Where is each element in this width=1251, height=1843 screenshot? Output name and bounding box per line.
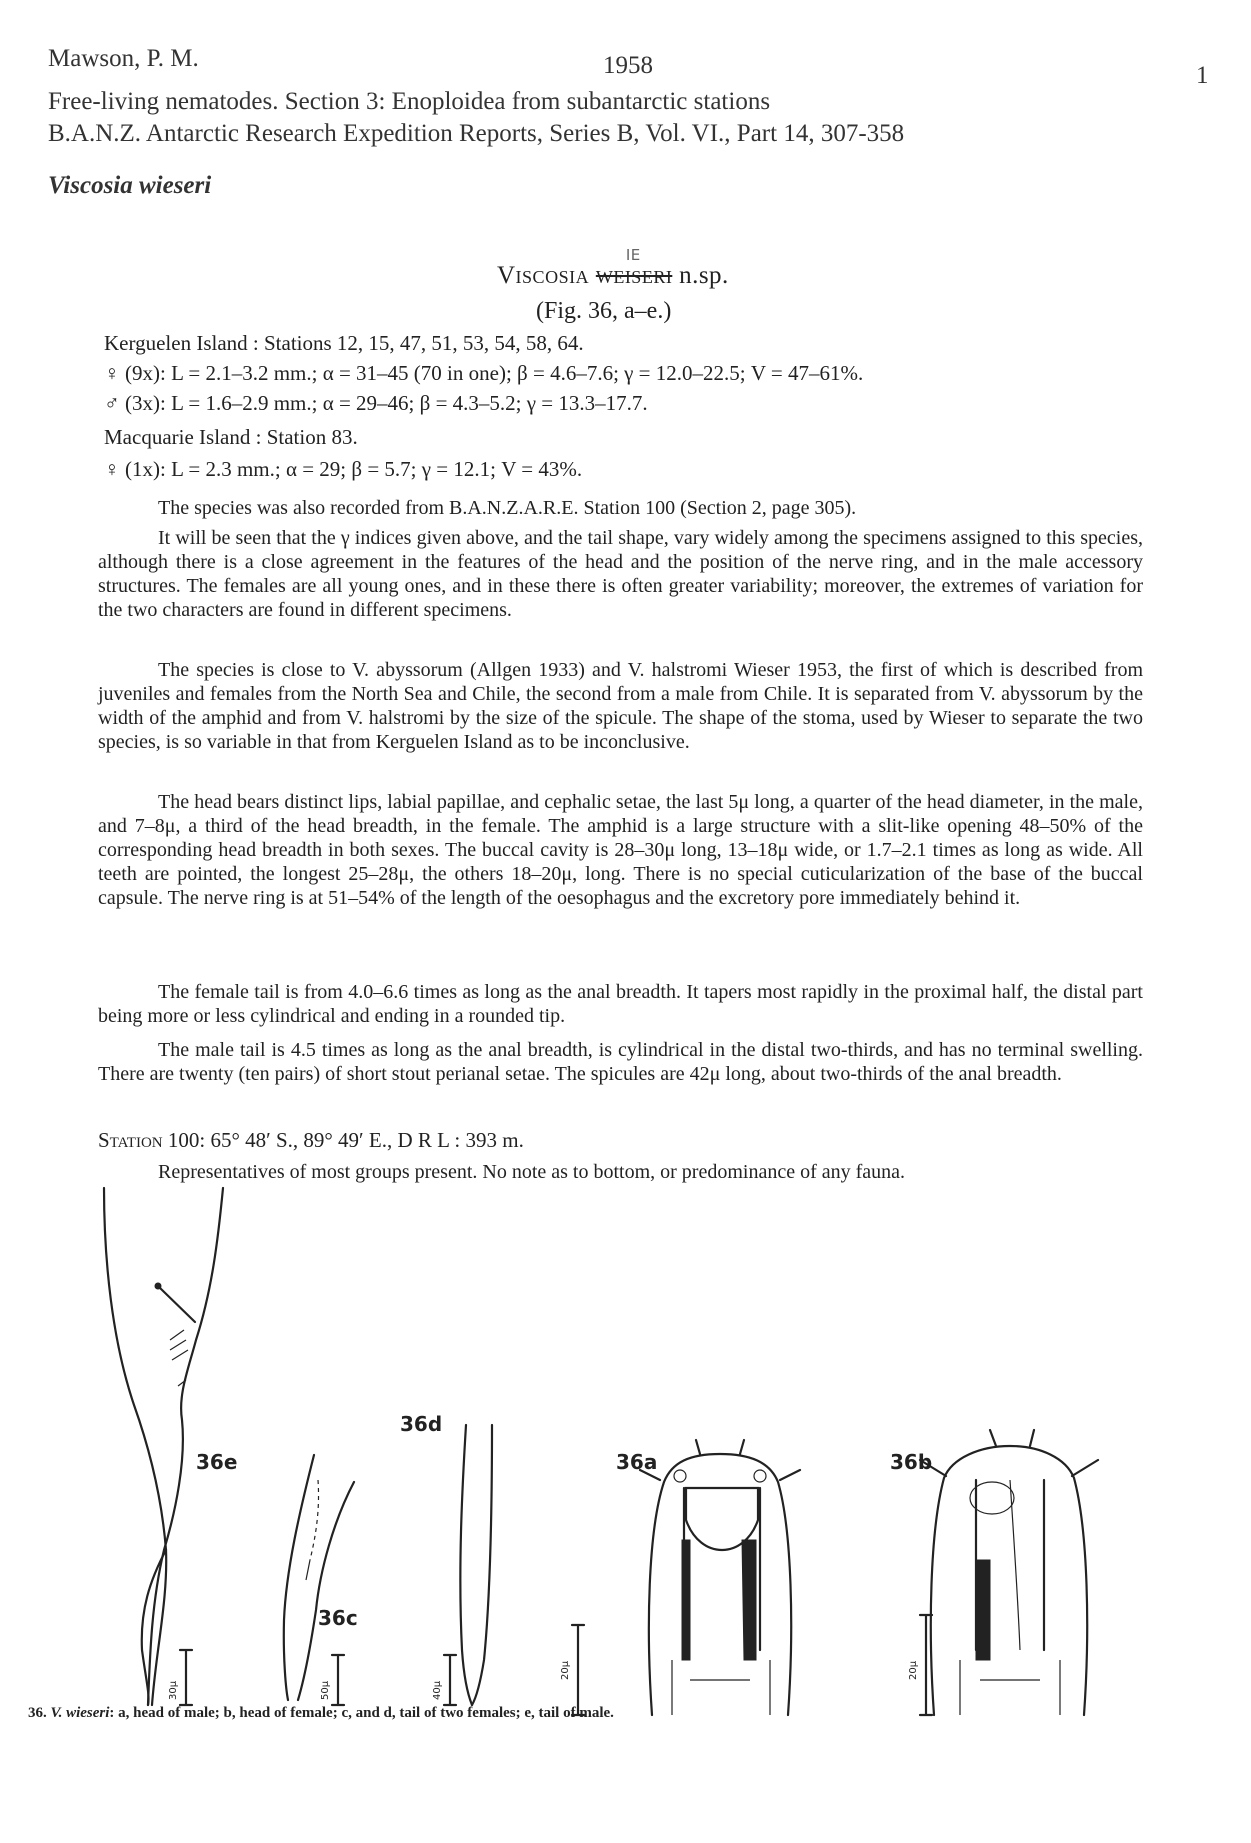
scale-label-36b: 20μ	[908, 1660, 919, 1680]
title-genus: Viscosia	[497, 262, 590, 289]
fig-36e-male-tail	[104, 1188, 223, 1705]
caption-species: V. wieseri	[50, 1705, 110, 1721]
species-header: Viscosia wieseri	[48, 172, 212, 199]
fig-36c-female-tail	[284, 1455, 354, 1700]
figure-reference: (Fig. 36, a–e.)	[536, 298, 672, 324]
fig-label-36d: 36d	[400, 1412, 443, 1436]
scale-label-36d: 40μ	[432, 1680, 443, 1700]
locality-kerguelen: Kerguelen Island : Stations 12, 15, 47, 51, 53, 54, 58, 64.	[104, 331, 584, 355]
title-suffix: n.sp.	[679, 262, 729, 289]
paragraph-2: It will be seen that the γ indices given above, and the tail shape, vary widely among the specimens assigned to this species, although there is a close agreement in the features of the head and the position of the nerve ring, and in the male accessory structures. The females are all young ones, and in these there is often greater variability; moreover, the extremes of variation for the two characters are found in different specimens.	[98, 527, 1143, 621]
fig-36b-female-head	[920, 1430, 1098, 1715]
station-note: Representatives of most groups present. No note as to bottom, or predominance of any fauna.	[158, 1161, 906, 1183]
fig-label-36a: 36a	[616, 1450, 658, 1474]
reference-line-3: B.A.N.Z. Antarctic Research Expedition Reports, Series B, Vol. VI., Part 14, 307-358	[48, 120, 905, 147]
paragraph-4: The head bears distinct lips, labial papillae, and cephalic setae, the last 5μ long, a quarter of the head diameter, in the male, and 7–8μ, a third of the head breadth, in the female. The amphid is a large structure with a slit-like opening 48–50% of the corresponding head breadth in both sexes. The buccal cavity is 28–30μ long, 13–18μ wide, or 1.7–2.1 times as long as wide. All teeth are pointed, the longest 25–28μ, the others 18–20μ, long. There is no special cuticularization of the base of the buccal capsule. The nerve ring is at 51–54% of the length of the oesophagus and the excretory pore immediately behind it.	[98, 791, 1143, 909]
page-number: 1	[1196, 62, 1209, 89]
paragraph-6: The male tail is 4.5 times as long as the anal breadth, is cylindrical in the distal two-thirds, and has no terminal swelling. There are twenty (ten pairs) of short stout perianal setae. The spicules are 42μ long, about two-thirds of the anal breadth.	[98, 1039, 1143, 1085]
fig-label-36b: 36b	[890, 1450, 933, 1474]
reference-year: 1958	[603, 52, 653, 79]
scale-label-36c: 50μ	[320, 1680, 331, 1700]
male-measurements: ♂ (3x): L = 1.6–2.9 mm.; α = 29–46; β = 4.3–5.2; γ = 13.3–17.7.	[104, 391, 648, 415]
caption-text: : a, head of male; b, head of female; c, and d, tail of two females; e, tail of male.	[109, 1705, 614, 1721]
fig-label-36e: 36e	[196, 1450, 238, 1474]
paragraph-3: The species is close to V. abyssorum (Allgen 1933) and V. halstromi Wieser 1953, the first of which is described from juveniles and females from the North Sea and Chile, the second from a male from Chile. It is separated from V. abyssorum by the width of the amphid and from V. halstromi by the size of the spicule. The shape of the stoma, used by Wieser to separate the two species, is so variable in that from Kerguelen Island as to be inconclusive.	[98, 659, 1143, 753]
paragraph-1: The species was also recorded from B.A.N.Z.A.R.E. Station 100 (Section 2, page 305).	[158, 497, 857, 519]
station-line	[98, 1128, 524, 1153]
article-title	[497, 246, 729, 290]
title-handwritten-correction: IE	[625, 246, 641, 264]
station-coordinates: : 65° 48′ S., 89° 49′ E., D R L : 393 m.	[199, 1128, 524, 1152]
reference-line-2: Free-living nematodes. Section 3: Enoploidea from subantarctic stations	[48, 88, 771, 115]
fig-36d-female-tail	[460, 1425, 492, 1705]
paragraph-5: The female tail is from 4.0–6.6 times as long as the anal breadth. It tapers most rapidly in the proximal half, the distal part being more or less cylindrical and ending in a rounded tip.	[98, 981, 1143, 1027]
female-measurements-1: ♀ (9x): L = 2.1–3.2 mm.; α = 31–45 (70 in one); β = 4.6–7.6; γ = 12.0–22.5; V = 47–61%.	[104, 361, 864, 385]
caption-number: 36.	[28, 1705, 47, 1721]
female-measurements-2: ♀ (1x): L = 2.3 mm.; α = 29; β = 5.7; γ = 12.1; V = 43%.	[104, 457, 583, 481]
title-species: weiseri	[595, 262, 673, 289]
fig-label-36c: 36c	[318, 1606, 358, 1630]
station-label: Station 100	[98, 1128, 200, 1152]
fig-36a-male-head	[640, 1440, 800, 1715]
reference-author: Mawson, P. M.	[48, 45, 199, 72]
scale-bars	[180, 1615, 932, 1715]
figure-caption	[28, 1705, 614, 1722]
scale-label-36a: 20μ	[560, 1660, 571, 1680]
scale-label-36e: 30μ	[168, 1680, 179, 1700]
locality-macquarie: Macquarie Island : Station 83.	[104, 425, 358, 449]
